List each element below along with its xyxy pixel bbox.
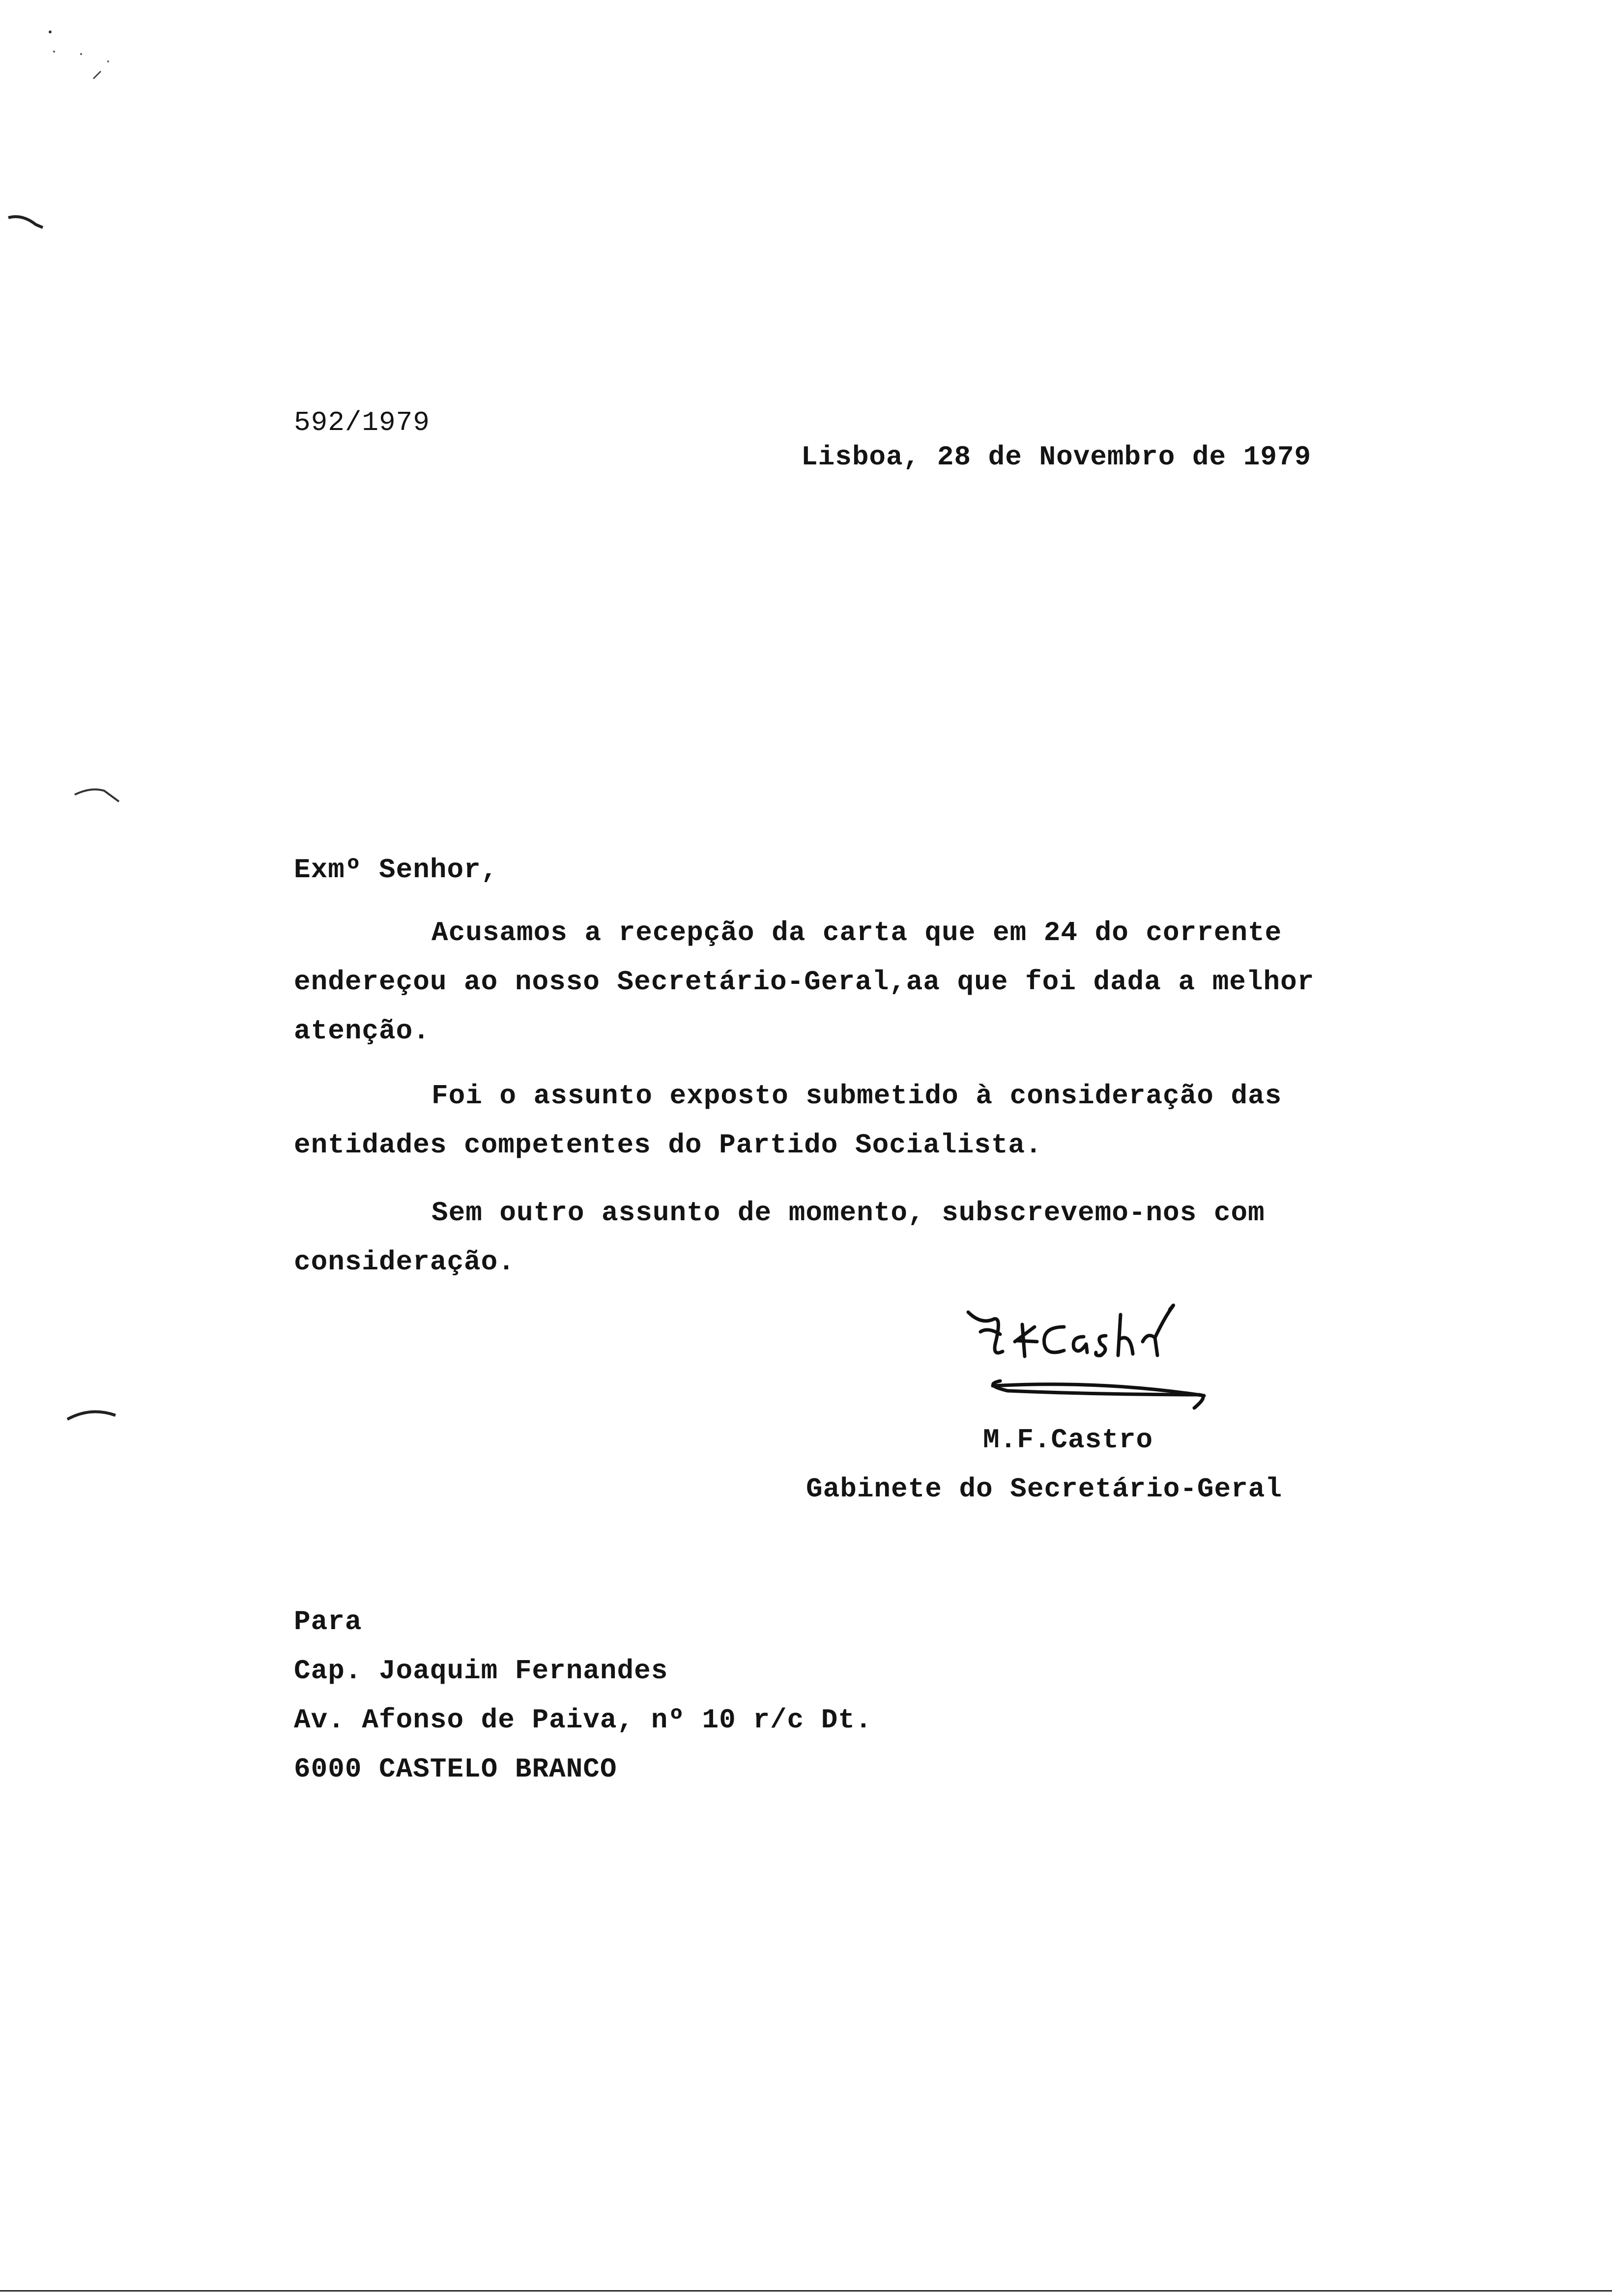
recipient-line: 6000 CASTELO BRANCO	[294, 1753, 617, 1785]
recipient-address	[294, 1597, 872, 1794]
scan-speck-mark	[44, 25, 123, 88]
salutation: Exmº Senhor,	[294, 854, 498, 886]
paragraph-line: consideração.	[294, 1246, 515, 1278]
signature-scrawl	[953, 1297, 1248, 1425]
paragraph-line: Acusamos a recepção da carta que em 24 do corrente	[432, 917, 1282, 948]
recipient-label: Para	[294, 1606, 362, 1637]
punch-mark-middle	[74, 784, 128, 808]
signatory-name: M.F.Castro	[983, 1424, 1153, 1456]
paragraph-line: endereçou ao nosso Secretário-Geral,aa que foi dada a melhor	[294, 966, 1315, 998]
scan-bottom-edge	[0, 2290, 1612, 2292]
recipient-line: Av. Afonso de Paiva, nº 10 r/c Dt.	[294, 1704, 872, 1736]
punch-mark-bottom	[66, 1406, 120, 1425]
paragraph-line: atenção.	[294, 1015, 430, 1047]
body-paragraph-1	[294, 908, 1483, 1056]
date-line: Lisboa, 28 de Novembro de 1979	[801, 441, 1312, 473]
punch-mark-top	[7, 209, 47, 233]
recipient-line: Cap. Joaquim Fernandes	[294, 1655, 668, 1687]
paragraph-line: entidades competentes do Partido Socialista.	[294, 1129, 1042, 1161]
body-paragraph-2	[294, 1071, 1483, 1170]
signatory-office: Gabinete do Secretário-Geral	[806, 1473, 1282, 1505]
reference-number: 592/1979	[294, 407, 430, 438]
paragraph-line: Sem outro assunto de momento, subscrevemo-nos com	[432, 1197, 1265, 1229]
paragraph-line: Foi o assunto exposto submetido à consideração das	[432, 1080, 1282, 1112]
body-paragraph-3	[294, 1188, 1483, 1287]
